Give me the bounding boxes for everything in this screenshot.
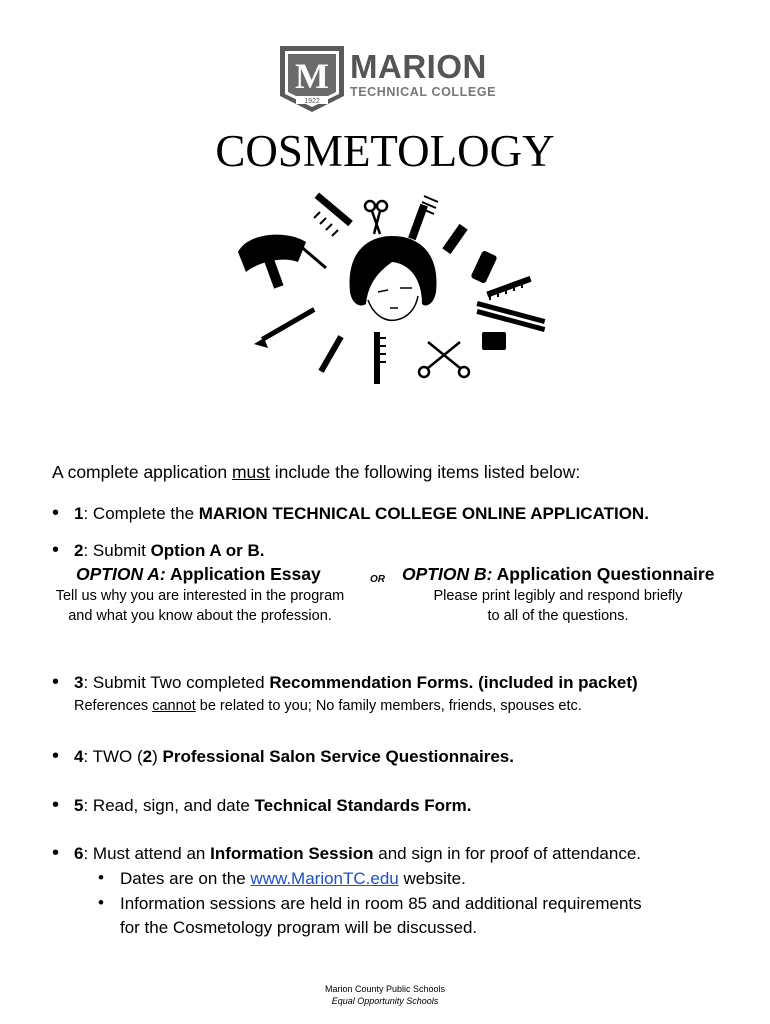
wide-comb-icon — [486, 276, 531, 300]
logo-year: 1922 — [304, 98, 320, 105]
requirement-4: 4: TWO (2) Professional Salon Service Questionnaires. — [74, 747, 514, 766]
logo-letter: M — [295, 56, 329, 96]
bullet-1: • — [52, 502, 60, 524]
or-separator: OR — [370, 574, 385, 585]
bullet-4: • — [52, 745, 60, 767]
page-title: COSMETOLOGY — [215, 126, 555, 176]
compact-icon — [482, 332, 506, 350]
sub-bullet-2: • — [98, 893, 104, 912]
razor-icon — [318, 335, 343, 373]
hair-dryer-icon — [238, 235, 326, 289]
option-b-description: Please print legibly and respond briefly to all of the questions. — [433, 588, 683, 624]
tail-comb-icon — [374, 332, 386, 384]
flat-iron-icon — [476, 301, 545, 332]
tint-brush-icon — [254, 307, 315, 348]
woman-face-icon — [350, 236, 437, 320]
bullet-3: • — [52, 671, 60, 693]
product-bottle-icon — [470, 250, 497, 284]
requirement-6-sessions: Information sessions are held in room 85 and additional requirements for the Cosmetology program will be discussed. — [120, 894, 642, 937]
requirement-1: 1: Complete the MARION TECHNICAL COLLEGE ONLINE APPLICATION. — [74, 504, 649, 523]
logo-wordmark — [350, 50, 496, 100]
requirement-6: 6: Must attend an Information Session and sign in for proof of attendance. — [74, 844, 641, 863]
option-a-description: Tell us why you are interested in the program and what you know about the profession. — [55, 588, 345, 624]
footer-line-2: Equal Opportunity Schools — [331, 996, 439, 1006]
curling-iron-icon — [442, 224, 467, 254]
logo-name: MARION — [350, 48, 487, 85]
footer — [0, 983, 770, 1007]
intro-text: A complete application must include the following items listed below: — [52, 462, 581, 482]
option-b-heading: OPTION B: Application Questionnaire — [402, 564, 715, 584]
scissors-bottom-icon — [419, 342, 469, 377]
requirement-2: 2: Submit Option A or B. — [74, 541, 265, 560]
requirement-5: 5: Read, sign, and date Technical Standards Form. — [74, 796, 472, 815]
cosmetology-tools-illustration — [228, 192, 558, 392]
sub-bullet-1: • — [98, 868, 104, 887]
requirement-6-dates: Dates are on the www.MarionTC.edu website. — [120, 869, 466, 888]
bullet-2: • — [52, 539, 60, 561]
comb-icon — [314, 193, 353, 236]
option-a-heading: OPTION A: Application Essay — [76, 564, 321, 584]
website-link[interactable]: www.MarionTC.edu — [250, 869, 399, 888]
requirement-3-note: References cannot be related to you; No family members, friends, spouses etc. — [74, 698, 582, 714]
bullet-5: • — [52, 794, 60, 816]
requirement-3: 3: Submit Two completed Recommendation Forms. (included in packet) — [74, 673, 638, 692]
scissors-icon — [365, 201, 387, 234]
intro-emphasis: must — [231, 462, 270, 482]
bullet-6: • — [52, 842, 60, 864]
footer-line-1: Marion County Public Schools — [324, 984, 446, 994]
brush-icon — [408, 196, 438, 240]
logo-subtitle: TECHNICAL COLLEGE — [350, 85, 497, 99]
